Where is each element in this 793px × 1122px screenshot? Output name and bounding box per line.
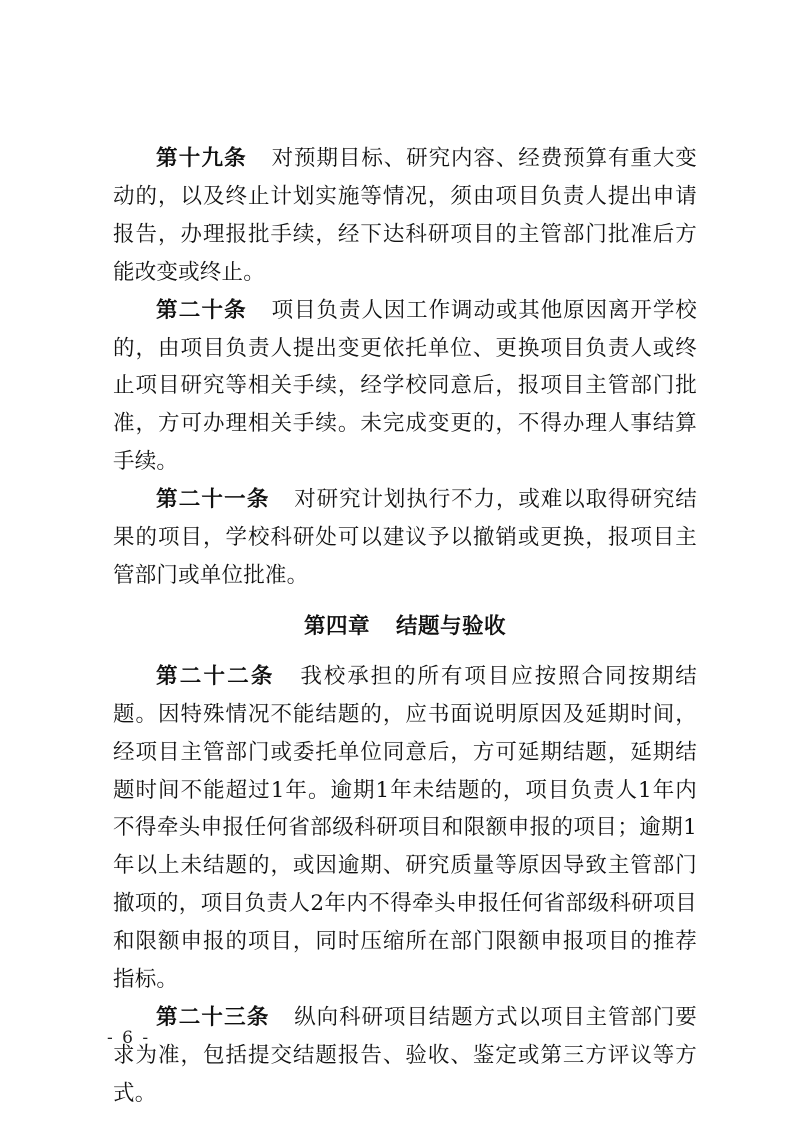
chapter-number: 第四章: [303, 613, 370, 639]
page-number: - 6 -: [107, 1028, 151, 1048]
article-text: 我校承担的所有项目应按照合同按期结题。因特殊情况不能结题的，应书面说明原因及延期时间，经项目主管部门或委托单位同意后，方可延期结题，延期结题时间不能超过1年。逾期1年未结题的，项目负责人1年内不得牵头申报任何省部级科研项目和限额申报的项目；逾期1年以上未结题的，或因逾期、研究质量等原因导致主管部门撤项的，项目负责人2年内不得牵头申报任何省部级科研项目和限额申报的项目，同时压缩所在部门限额申报项目的推荐指标。: [113, 663, 697, 993]
article-21: [113, 481, 697, 595]
article-heading: 第二十二条: [156, 663, 275, 689]
page-body: [113, 140, 697, 1113]
article-20: [113, 292, 697, 482]
article-19: [113, 140, 697, 292]
article-text: 纵向科研项目结题方式以项目主管部门要求为准，包括提交结题报告、验收、鉴定或第三方评议等方式。: [113, 1004, 697, 1106]
article-heading: 第十九条: [156, 146, 247, 171]
article-heading: 第二十三条: [156, 1004, 270, 1030]
article-text: 对研究计划执行不力，或难以取得研究结果的项目，学校科研处可以建议予以撤销或更换，报项目主管部门或单位批准。: [113, 487, 697, 588]
article-22: [113, 658, 697, 999]
article-text: 对预期目标、研究内容、经费预算有重大变动的，以及终止计划实施等情况，须由项目负责人提出申请报告，办理报批手续，经下达科研项目的主管部门批准后方能改变或终止。: [113, 146, 697, 285]
article-text: 项目负责人因工作调动或其他原因离开学校的，由项目负责人提出变更依托单位、更换项目负责人或终止项目研究等相关手续，经学校同意后，报项目主管部门批准，方可办理相关手续。未完成变更的，不得办理人事结算手续。: [113, 297, 697, 475]
article-23: [113, 999, 697, 1113]
article-heading: 第二十一条: [156, 487, 270, 513]
article-heading: 第二十条: [156, 297, 247, 323]
chapter-heading: [113, 608, 697, 646]
chapter-title: 结题与验收: [396, 613, 507, 639]
